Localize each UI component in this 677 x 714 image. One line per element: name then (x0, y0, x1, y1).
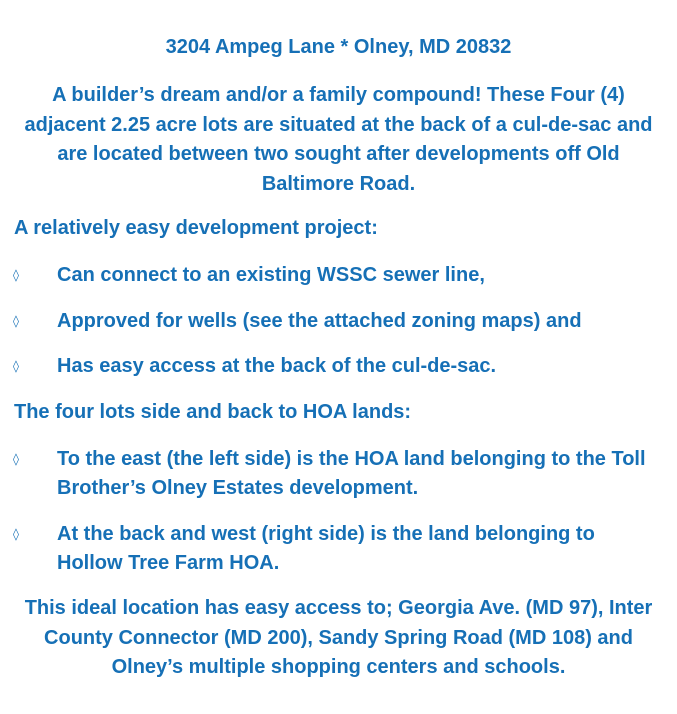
diamond-bullet-icon: ◊ (13, 314, 19, 328)
address-heading: 3204 Ampeg Lane * Olney, MD 20832 (165, 36, 512, 58)
diamond-bullet-icon: ◊ (13, 452, 19, 466)
bullet-text: To the east (the left side) is the HOA land belonging to the Toll Brother’s Olney Estates development. (57, 448, 646, 499)
bullet-text: Approved for wells (see the attached zoning maps) and (57, 310, 582, 332)
intro-paragraph: A builder’s dream and/or a family compound! These Four (4) adjacent 2.25 acre lots are situated at the back of a cul-de-sac and are located between two sought after developments off Old Baltimore Road. (24, 84, 653, 195)
development-heading: A relatively easy development project: (14, 217, 378, 239)
diamond-bullet-icon: ◊ (13, 268, 19, 282)
hoa-heading: The four lots side and back to HOA lands: (14, 401, 412, 423)
diamond-bullet-icon: ◊ (13, 527, 19, 541)
bullet-text: At the back and west (right side) is the land belonging to Hollow Tree Farm HOA. (57, 523, 595, 574)
bullet-text: Can connect to an existing WSSC sewer line, (57, 264, 485, 286)
closing-paragraph: This ideal location has easy access to; Georgia Ave. (MD 97), Inter County Connector (MD 200), Sandy Spring Road (MD 108) and Olney’s multiple shopping centers and schools. (24, 597, 653, 678)
diamond-bullet-icon: ◊ (13, 359, 19, 373)
bullet-text: Has easy access at the back of the cul-de-sac. (57, 355, 497, 377)
